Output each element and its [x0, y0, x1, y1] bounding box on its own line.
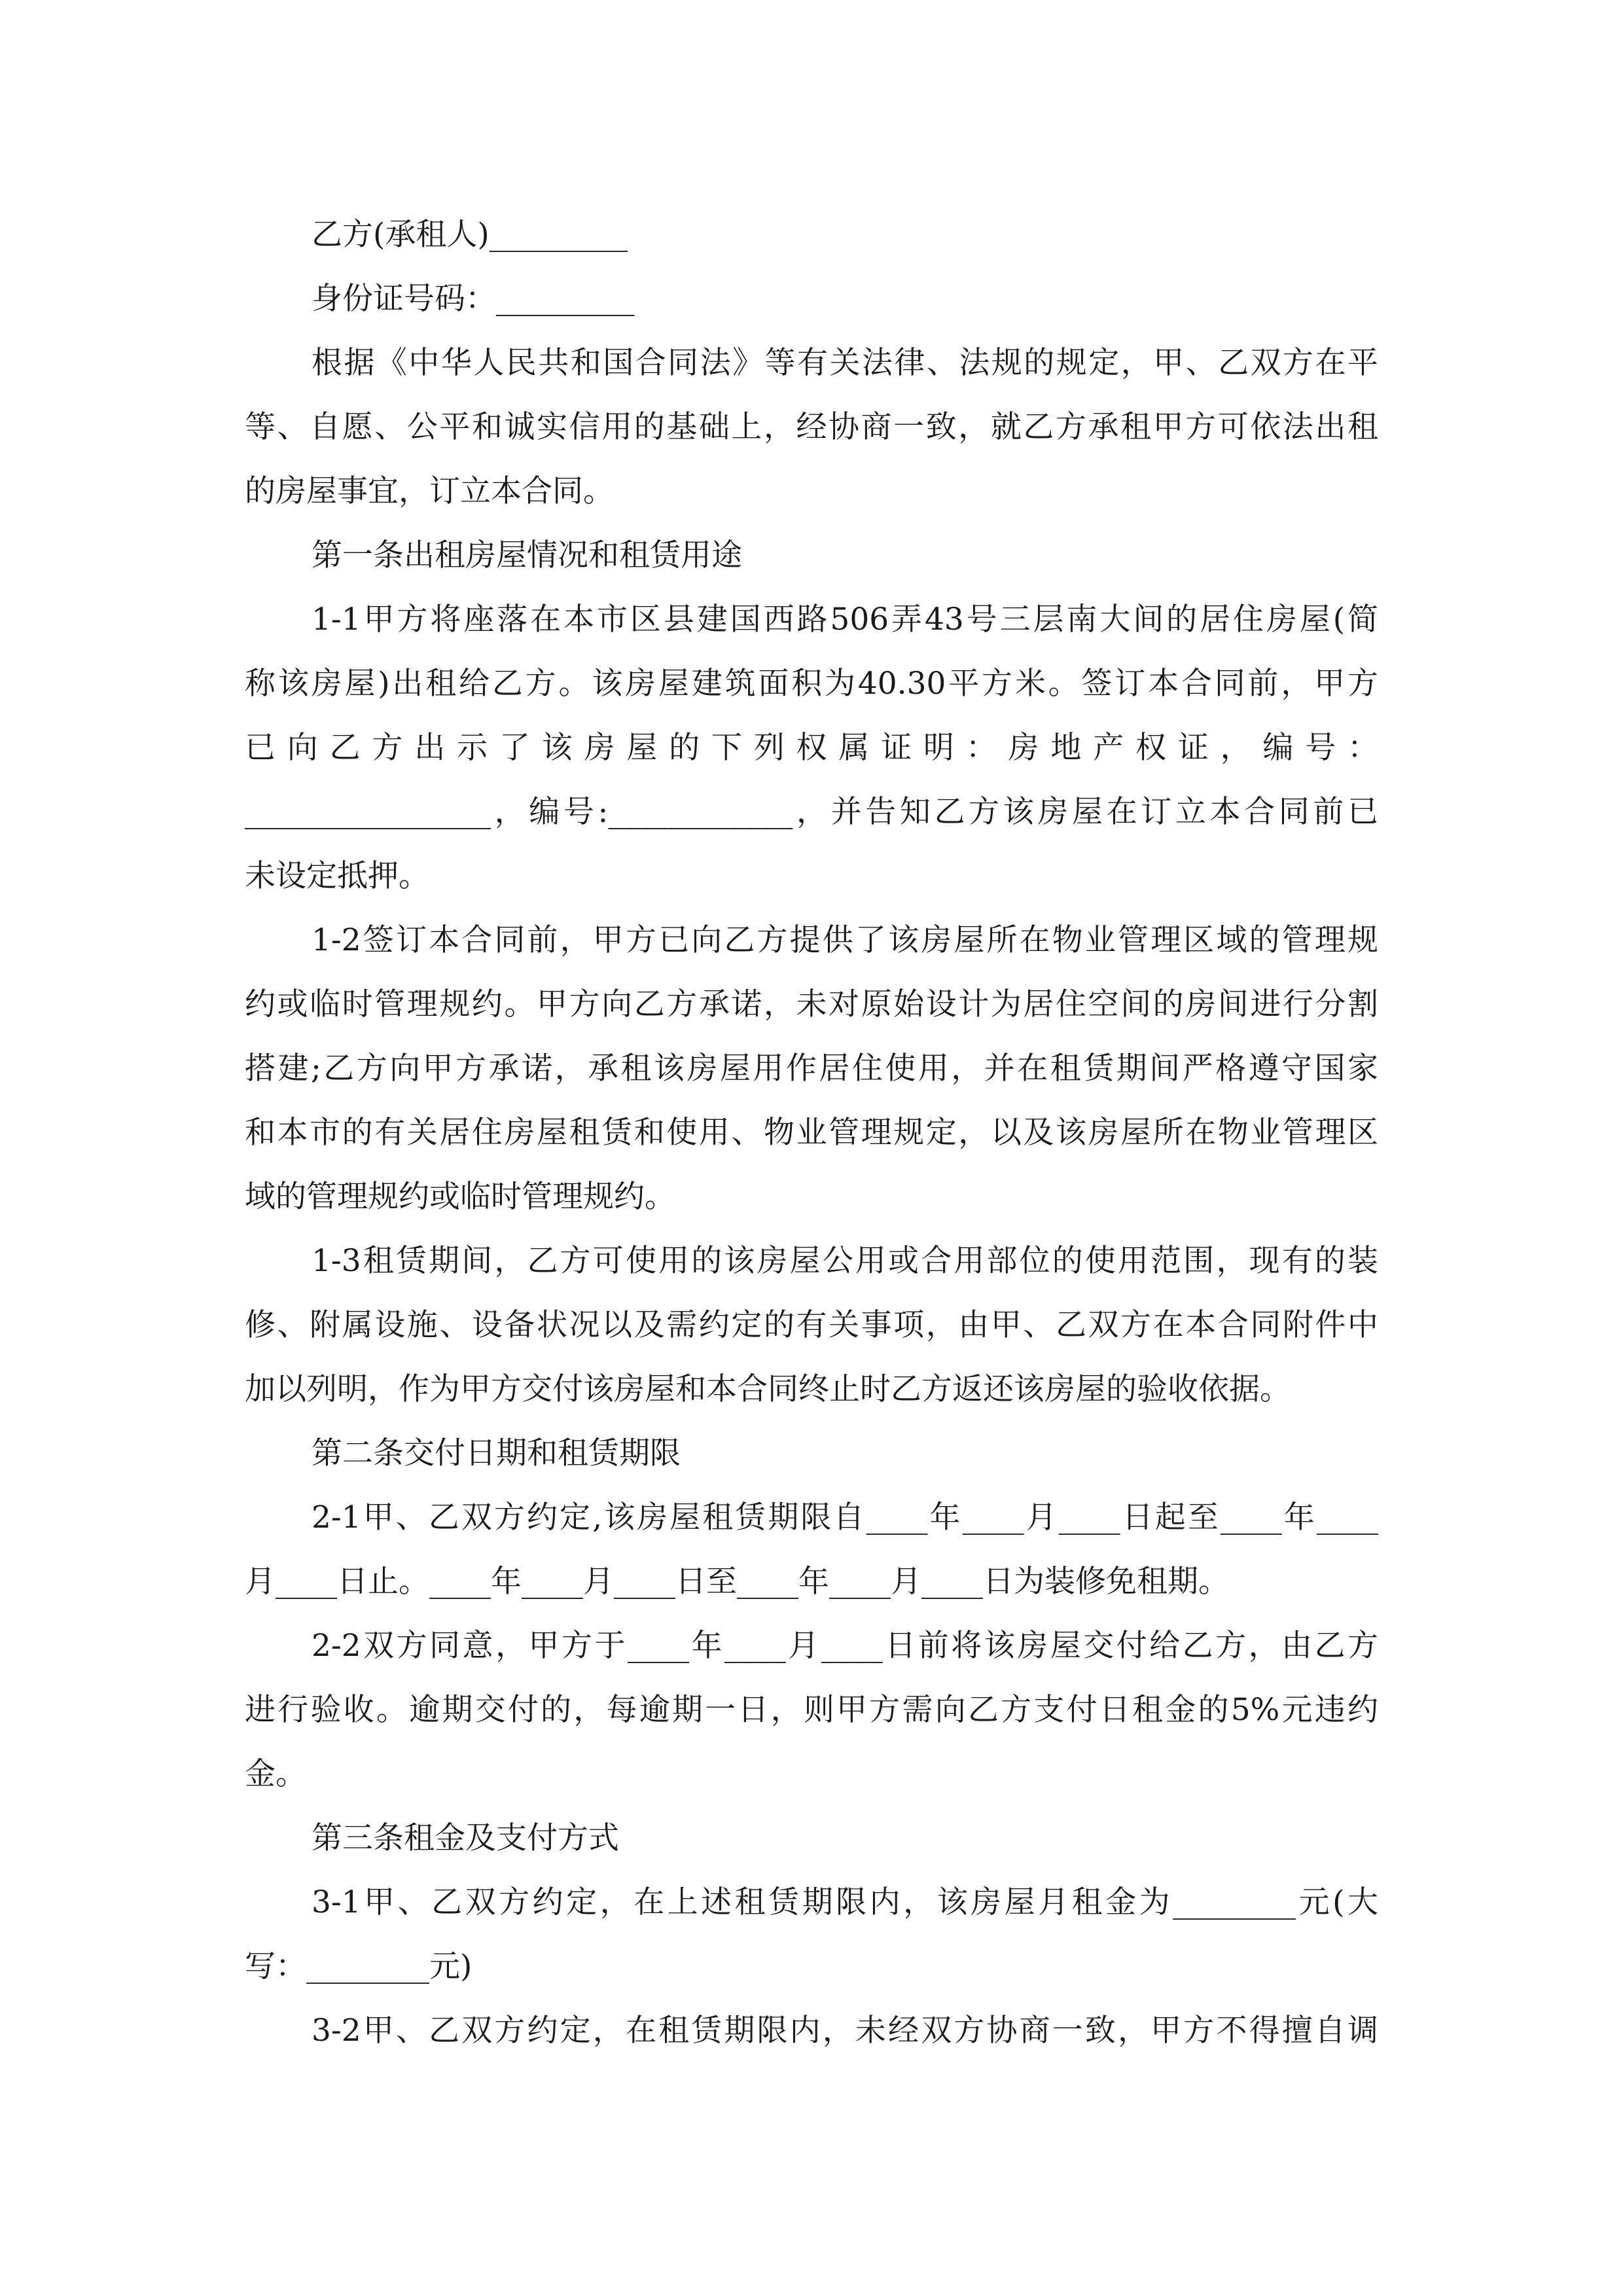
preamble-line-2: 等、自愿、公平和诚实信用的基础上，经协商一致，就乙方承租甲方可依法出租 [245, 409, 1378, 445]
clause-1-1-line-4: ________________，编号:____________，并告知乙方该房屋在订立本合同前已 [245, 794, 1378, 830]
clause-1-2-line-4: 和本市的有关居住房屋租赁和使用、物业管理规定，以及该房屋所在物业管理区 [245, 1115, 1378, 1151]
clause-1-3-line-2: 修、附属设施、设备状况以及需约定的有关事项，由甲、乙双方在本合同附件中 [245, 1307, 1378, 1343]
clause-1-1-line-1: 1-1甲方将座落在本市区县建国西路506弄43号三层南大间的居住房屋(简 [312, 601, 1378, 637]
clause-1-3-line-3: 加以列明，作为甲方交付该房屋和本合同终止时乙方返还该房屋的验收依据。 [245, 1371, 1291, 1407]
clause-1-2-line-1: 1-2签订本合同前，甲方已向乙方提供了该房屋所在物业管理区域的管理规 [312, 922, 1378, 958]
article-3-heading: 第三条租金及支付方式 [312, 1820, 619, 1856]
contract-body [245, 203, 1378, 2063]
clause-3-1-line-2: 写：________元) [245, 1948, 473, 1984]
clause-1-1-line-5: 未设定抵押。 [245, 858, 429, 894]
clause-1-3-line-1: 1-3租赁期间，乙方可使用的该房屋公用或合用部位的使用范围，现有的装 [312, 1243, 1378, 1279]
id-number-line: 身份证号码：_________ [312, 281, 635, 317]
article-1-heading: 第一条出租房屋情况和租赁用途 [312, 537, 742, 573]
clause-1-1-line-2: 称该房屋)出租给乙方。该房屋建筑面积为40.30平方米。签订本合同前，甲方 [245, 666, 1378, 702]
clause-3-1-line-1: 3-1甲、乙双方约定，在上述租赁期限内，该房屋月租金为________元(大 [312, 1884, 1378, 1920]
clause-2-2-line-1: 2-2双方同意，甲方于____年____月____日前将该房屋交付给乙方，由乙方 [312, 1628, 1378, 1664]
clause-1-2-line-2: 约或临时管理规约。甲方向乙方承诺，未对原始设计为居住空间的房间进行分割 [245, 986, 1378, 1022]
clause-2-2-line-3: 金。 [245, 1756, 306, 1792]
article-2-heading: 第二条交付日期和租赁期限 [312, 1435, 681, 1471]
clause-1-2-line-5: 域的管理规约或临时管理规约。 [245, 1179, 675, 1215]
clause-1-1-line-3: 已向乙方出示了该房屋的下列权属证明：房地产权证，编号： [245, 730, 1378, 766]
tenant-name-line: 乙方(承租人)_________ [312, 217, 628, 253]
preamble-line-3: 的房屋事宜，订立本合同。 [245, 473, 614, 509]
clause-2-1-line-1: 2-1甲、乙双方约定,该房屋租赁期限自____年____月____日起至____年____ [312, 1499, 1378, 1535]
clause-2-2-line-2: 进行验收。逾期交付的，每逾期一日，则甲方需向乙方支付日租金的5%元违约 [245, 1692, 1378, 1728]
clause-2-1-line-2: 月____日止。____年____月____日至____年____月____日为装修免租期。 [245, 1564, 1229, 1600]
preamble-line-1: 根据《中华人民共和国合同法》等有关法律、法规的规定，甲、乙双方在平 [312, 345, 1378, 381]
clause-1-2-line-3: 搭建;乙方向甲方承诺，承租该房屋用作居住使用，并在租赁期间严格遵守国家 [245, 1050, 1378, 1086]
clause-3-2-line-1: 3-2甲、乙双方约定，在租赁期限内，未经双方协商一致，甲方不得擅自调 [312, 2013, 1378, 2049]
